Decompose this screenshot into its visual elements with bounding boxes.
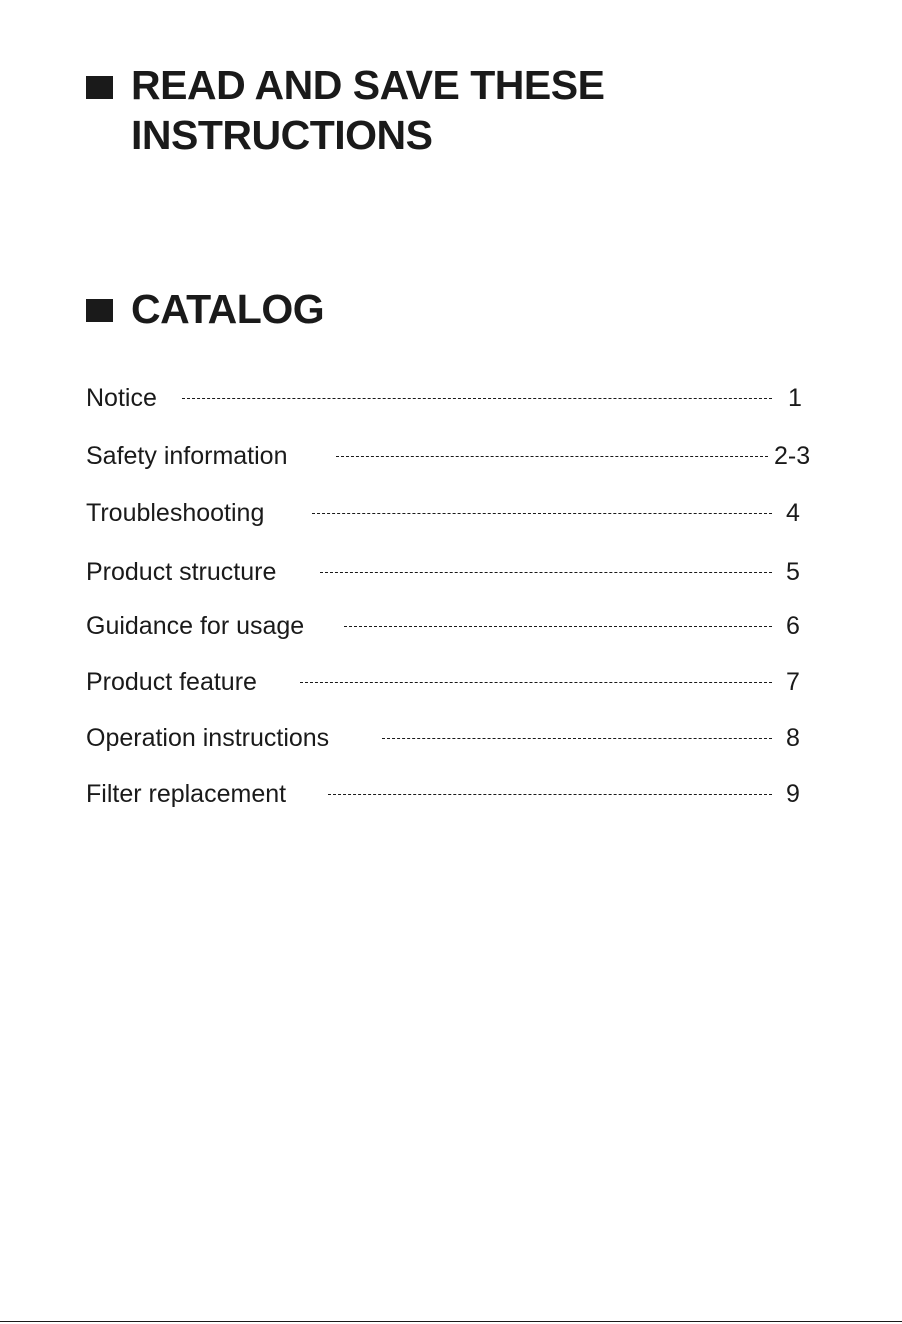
toc-page-number: 2-3 (774, 442, 811, 470)
toc-row-filter-replacement[interactable] (86, 774, 816, 814)
toc-entry-title: Troubleshooting (86, 499, 265, 527)
dotted-leader (182, 398, 772, 399)
toc-row-product-structure[interactable] (86, 552, 816, 592)
section-heading-read-save (86, 60, 604, 160)
toc-row-safety-information[interactable] (86, 436, 816, 476)
toc-row-troubleshooting[interactable] (86, 493, 816, 533)
toc-page-number: 9 (786, 780, 800, 808)
toc-entry-title: Notice (86, 384, 157, 412)
toc-entry-title: Guidance for usage (86, 612, 305, 640)
section-heading-catalog (86, 284, 324, 334)
toc-page-number: 7 (786, 668, 800, 696)
toc-row-operation-instructions[interactable] (86, 718, 816, 758)
catalog-title: CATALOG (131, 286, 325, 332)
dotted-leader (382, 738, 772, 739)
toc-entry-title: Safety information (86, 442, 288, 470)
dotted-leader (336, 456, 768, 457)
toc-page-number: 4 (786, 499, 800, 527)
toc-page-number: 8 (786, 724, 800, 752)
black-square-icon (86, 299, 113, 322)
heading-line-2: INSTRUCTIONS (131, 112, 433, 158)
toc-page-number: 6 (786, 612, 800, 640)
dotted-leader (320, 572, 772, 573)
toc-entry-title: Product structure (86, 558, 277, 586)
dotted-leader (300, 682, 772, 683)
toc-entry-title: Product feature (86, 668, 257, 696)
black-square-icon (86, 76, 113, 99)
toc-entry-title: Filter replacement (86, 780, 287, 808)
toc-row-guidance-for-usage[interactable] (86, 606, 816, 646)
dotted-leader (328, 794, 772, 795)
toc-row-notice[interactable] (86, 378, 816, 418)
heading-line-1: READ AND SAVE THESE (131, 62, 605, 108)
page-bottom-rule (0, 1321, 902, 1322)
dotted-leader (344, 626, 772, 627)
toc-row-product-feature[interactable] (86, 662, 816, 702)
toc-page-number: 1 (788, 384, 802, 412)
heading-title (131, 60, 604, 160)
dotted-leader (312, 513, 772, 514)
toc-entry-title: Operation instructions (86, 724, 330, 752)
toc-page-number: 5 (786, 558, 800, 586)
